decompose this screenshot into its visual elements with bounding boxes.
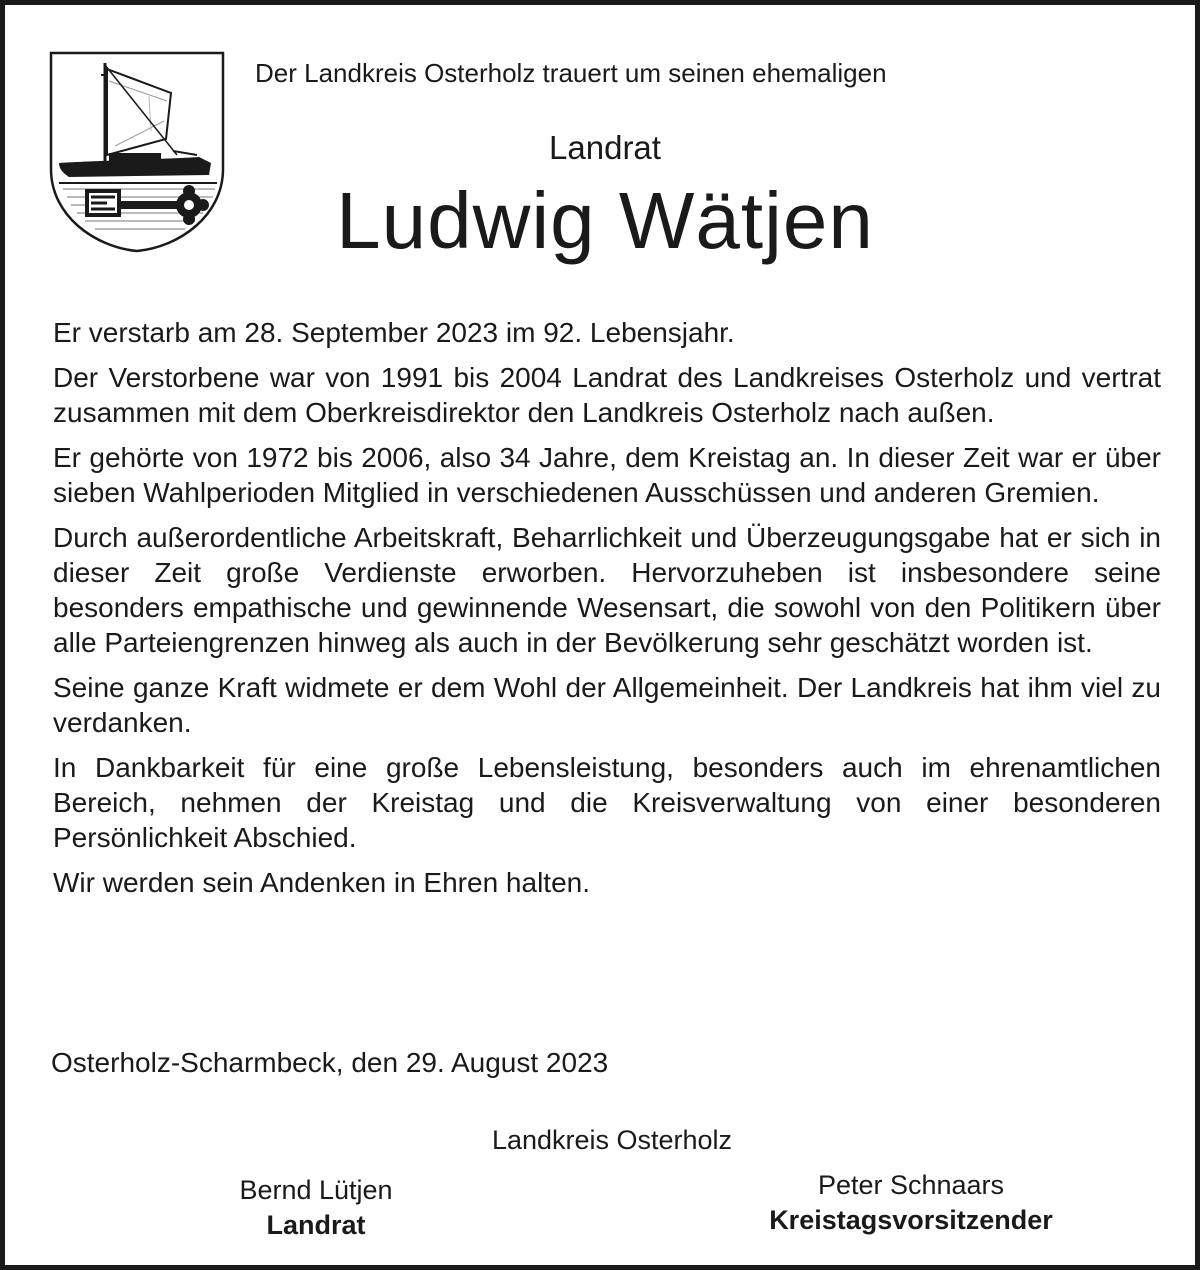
place-date: Osterholz-Scharmbeck, den 29. August 2023 <box>51 1047 609 1078</box>
signatory-name: Bernd Lütjen <box>239 1175 393 1205</box>
paragraph-death: Er verstarb am 28. September 2023 im 92. Lebensjahr. <box>53 317 735 348</box>
signatory-role: Kreistagsvorsitzender <box>769 1205 1053 1235</box>
paragraph-gratitude: In Dankbarkeit für eine große Lebensleistung, besonders auch im ehrenamtlichen Bereich, nehmen der Kreistag und die Kreisverwaltung von einer besonderen Persönlichkeit Abschied. <box>53 752 1161 853</box>
deceased-role: Landrat <box>549 129 661 166</box>
paragraph-kreistag: Er gehörte von 1972 bis 2006, also 34 Jahre, dem Kreistag an. In dieser Zeit war er über sieben Wahlperioden Mitglied in verschiedenen Ausschüssen und anderen Gremien. <box>53 442 1161 508</box>
intro-line: Der Landkreis Osterholz trauert um seinen ehemaligen <box>255 58 887 88</box>
signatory-role: Landrat <box>266 1210 366 1240</box>
paragraph-dedication: Seine ganze Kraft widmete er dem Wohl der Allgemeinheit. Der Landkreis hat ihm viel zu verdanken. <box>53 672 1161 738</box>
organization-name: Landkreis Osterholz <box>491 1125 733 1155</box>
signature-left <box>185 1173 447 1243</box>
signatory-name: Peter Schnaars <box>817 1170 1005 1200</box>
obituary-text <box>53 315 1161 910</box>
signature-right <box>705 1168 1117 1238</box>
paragraph-merits: Durch außerordentliche Arbeitskraft, Beharrlichkeit und Überzeugungsgabe hat er sich in dieser Zeit große Verdienste erworben. Hervorzuheben ist insbesondere seine besonders empathische und gewinnende Wesensart, die sowohl von den Politikern über alle Parteiengrenzen hinweg als auch in der Bevölkerung sehr geschätzt worden ist. <box>53 522 1161 658</box>
paragraph-remembrance: Wir werden sein Andenken in Ehren halten. <box>53 867 590 898</box>
deceased-name: Ludwig Wätjen <box>336 176 874 265</box>
paragraph-office: Der Verstorbene war von 1991 bis 2004 Landrat des Landkreises Osterholz und vertrat zusammen mit dem Oberkreisdirektor den Landkreis Osterholz nach außen. <box>53 362 1161 428</box>
